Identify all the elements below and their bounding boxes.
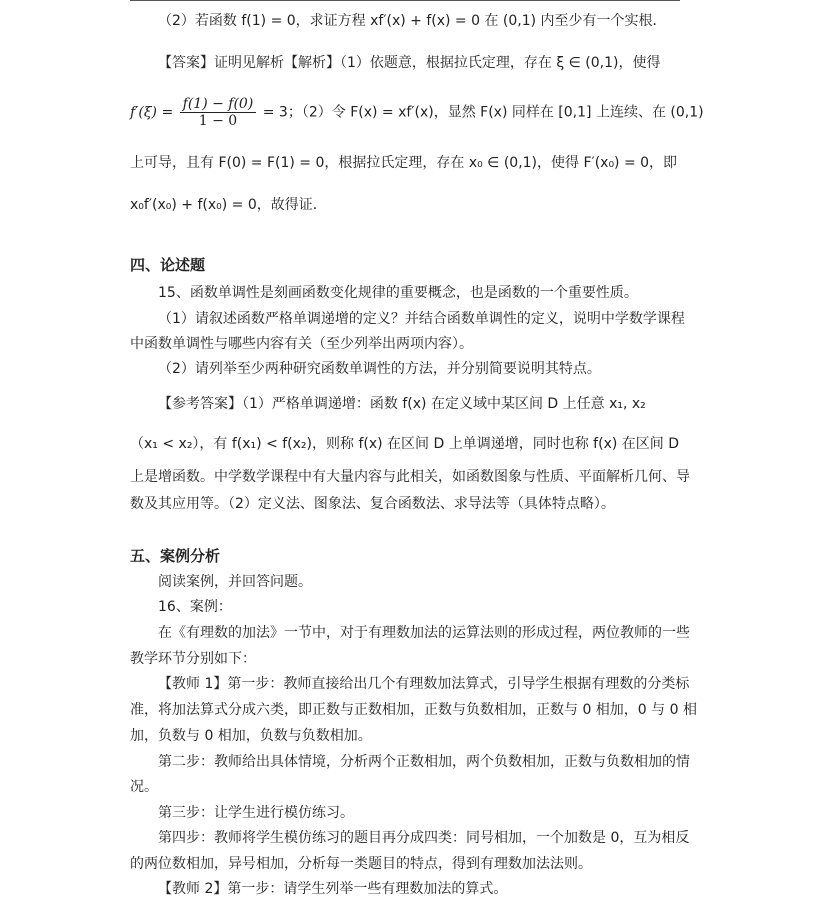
question-14-part-2: （2）若函数 f(1) = 0，求证方程 xf′(x) + f(x) = 0 在 (0,1) 内至少有一个实根． [158, 13, 667, 29]
reference-answer-line-1: 【参考答案】（1）严格单调递增：函数 f(x) 在定义域中某区间 D 上任意 x₁, x₂ [158, 396, 646, 412]
teacher-1-step-4a: 第四步：教师将学生模仿练习的题目再分成四类：同号相加，一个加数是 0，互为相反 [158, 830, 690, 846]
question-15-part-2: （2）请列举至少两种研究函数单调性的方法，并分别简要说明其特点。 [158, 361, 601, 377]
case-para-1b: 教学环节分别如下： [130, 651, 256, 667]
reference-answer-line-3: 上是增函数。中学数学课程中有大量内容与此相关，如函数图象与性质、平面解析几何、导 [130, 469, 690, 485]
answer-line-2 [130, 96, 704, 129]
fraction-denominator: 1 − 0 [198, 113, 238, 129]
teacher-1-step-1b: 准，将加法算式分成六类，即正数与正数相加，正数与负数相加，正数与 0 相加，0 与 0 相 [130, 702, 697, 718]
top-rule [130, 0, 680, 1]
case-intro: 阅读案例，并回答问题。 [158, 574, 312, 590]
answer-rhs: = 3；（2）令 F(x) = xf′(x)，显然 F(x) 同样在 [0,1] 上连续、在 (0,1) [262, 104, 704, 121]
teacher-1-step-1c: 加，负数与 0 相加，负数与负数相加。 [130, 728, 372, 744]
section-4-heading: 四、论述题 [130, 256, 206, 274]
lagrange-fraction [180, 96, 257, 129]
reference-answer-line-2: （x₁ < x₂），有 f(x₁) < f(x₂)，则称 f(x) 在区间 D 上单调递增，同时也称 f(x) 在区间 D [130, 436, 679, 452]
teacher-2-step-1: 【教师 2】第一步：请学生列举一些有理数加法的算式。 [158, 881, 508, 897]
teacher-1-step-1a: 【教师 1】第一步：教师直接给出几个有理数加法算式，引导学生根据有理数的分类标 [158, 676, 690, 692]
question-15-part-1a: （1）请叙述函数严格单调递增的定义？并结合函数单调性的定义，说明中学数学课程 [158, 311, 685, 327]
teacher-1-step-2b: 况。 [130, 779, 158, 795]
case-para-1a: 在《有理数的加法》一节中，对于有理数加法的运算法则的形成过程，两位教师的一些 [158, 625, 690, 641]
answer-line-1: 【答案】证明见解析【解析】（1）依题意，根据拉氏定理，存在 ξ ∈ (0,1)，使得 [158, 55, 661, 71]
teacher-1-step-4b: 的两位数相加，异号相加，分析每一类题目的特点，得到有理数加法法则。 [130, 856, 592, 872]
fraction-numerator: f(1) − f(0) [180, 96, 257, 113]
answer-line-3: 上可导，且有 F(0) = F(1) = 0，根据拉氏定理，存在 x₀ ∈ (0,1)，使得 F′(x₀) = 0，即 [130, 155, 678, 171]
teacher-1-step-3: 第三步：让学生进行模仿练习。 [158, 805, 354, 821]
section-5-heading: 五、案例分析 [130, 547, 221, 565]
answer-lhs: f′(ξ) = [130, 104, 174, 121]
reference-answer-line-4: 数及其应用等。（2）定义法、图象法、复合函数法、求导法等（具体特点略）。 [130, 496, 615, 512]
answer-line-4: x₀f′(x₀) + f(x₀) = 0，故得证． [130, 197, 327, 213]
question-15: 15、函数单调性是刻画函数变化规律的重要概念，也是函数的一个重要性质。 [158, 285, 638, 301]
teacher-1-step-2a: 第二步：教师给出具体情境，分析两个正数相加，两个负数相加，正数与负数相加的情 [158, 754, 690, 770]
question-15-part-1b: 中函数单调性与哪些内容有关（至少列举出两项内容）。 [130, 336, 473, 352]
question-16: 16、案例： [158, 599, 232, 615]
